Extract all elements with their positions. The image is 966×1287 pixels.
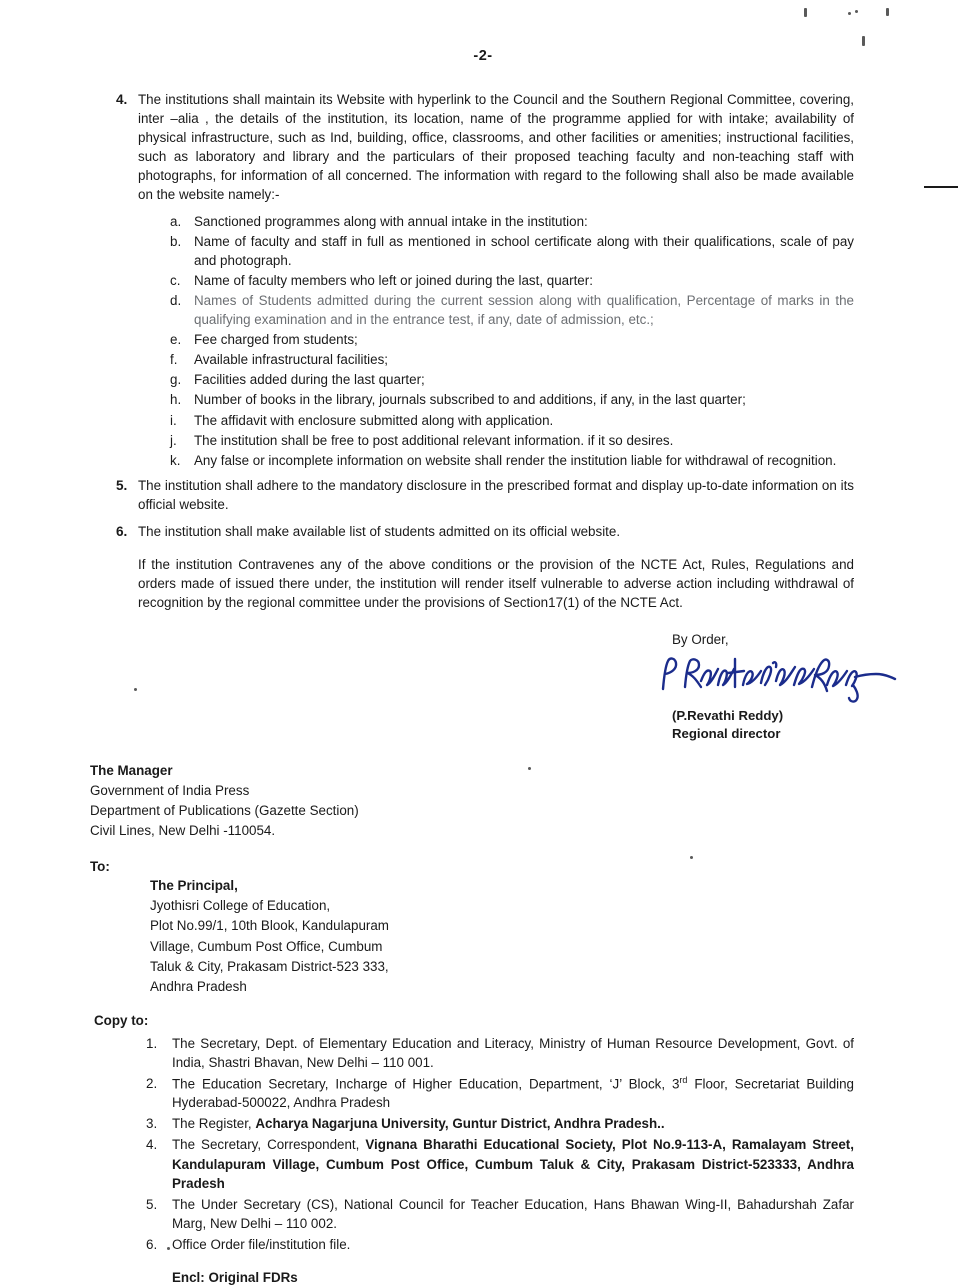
sub-item-c-letter: c. bbox=[170, 273, 181, 289]
manager-line-2: Department of Publications (Gazette Section) bbox=[90, 802, 359, 818]
sub-item-e bbox=[170, 330, 854, 349]
sub-item-list bbox=[170, 212, 854, 469]
sub-item-h-letter: h. bbox=[170, 392, 182, 408]
signatory-name: (P.Revathi Reddy) bbox=[672, 708, 784, 724]
clause-6 bbox=[112, 522, 854, 541]
copy-item-1 bbox=[146, 1034, 854, 1072]
clause-5-number: 5. bbox=[116, 477, 128, 493]
manager-line-1: Government of India Press bbox=[90, 782, 250, 798]
sub-item-b bbox=[170, 232, 854, 270]
sub-item-g bbox=[170, 370, 854, 389]
copy-item-6-number: 6. bbox=[146, 1236, 158, 1252]
copy-item-5-number: 5. bbox=[146, 1196, 158, 1212]
sub-item-i-letter: i. bbox=[170, 412, 177, 428]
scan-speck bbox=[886, 8, 889, 16]
sub-item-a-letter: a. bbox=[170, 214, 182, 230]
sub-item-g-text: Facilities added during the last quarter; bbox=[194, 372, 425, 388]
to-line-4: Taluk & City, Prakasam District-523 333, bbox=[150, 958, 389, 974]
scan-speck bbox=[862, 36, 865, 46]
copy-item-4 bbox=[146, 1135, 854, 1192]
to-line-3: Village, Cumbum Post Office, Cumbum bbox=[150, 938, 383, 954]
sub-item-f-letter: f. bbox=[170, 352, 178, 368]
copy-item-2-number: 2. bbox=[146, 1075, 158, 1091]
scan-speck bbox=[855, 10, 858, 13]
sub-item-k-text: Any false or incomplete information on website shall render the institution liable for withdrawal of recognition. bbox=[194, 452, 837, 468]
to-line-2: Plot No.99/1, 10th Blook, Kandulapuram bbox=[150, 918, 389, 934]
clause-6-number: 6. bbox=[116, 523, 128, 539]
to-line-5: Andhra Pradesh bbox=[150, 978, 247, 994]
scan-speck bbox=[848, 12, 851, 15]
clause-4 bbox=[112, 90, 854, 204]
page-number: -2- bbox=[473, 48, 493, 64]
copy-item-4-text: The Secretary, Correspondent, Vignana Bharathi Educational Society, Plot No.9-113-A, Ramalayam Street, Kandulapuram Village, Cumbum Post Office, Cumbum Taluk & City, Prakasam District-523333, Andhra Pradesh bbox=[172, 1137, 854, 1191]
copy-item-5 bbox=[146, 1195, 854, 1233]
scan-speck bbox=[804, 8, 807, 17]
copy-item-2 bbox=[146, 1074, 854, 1113]
signature-block bbox=[672, 707, 854, 743]
manager-line-3: Civil Lines, New Delhi -110054. bbox=[90, 823, 276, 839]
scan-speck bbox=[134, 688, 137, 691]
sub-item-j-letter: j. bbox=[170, 432, 177, 448]
sub-item-e-text: Fee charged from students; bbox=[194, 332, 358, 348]
copy-item-1-number: 1. bbox=[146, 1035, 158, 1051]
sub-item-a bbox=[170, 212, 854, 231]
sub-item-d-text: Names of Students admitted during the current session along with qualification, Percentage of marks in the qualifying examination and in the entrance test, if any, date of admission, etc.; bbox=[194, 293, 854, 328]
sub-item-j bbox=[170, 431, 854, 450]
sub-item-d-letter: d. bbox=[170, 293, 182, 309]
sub-item-b-text: Name of faculty and staff in full as mentioned in school certificate along with their qualifications, scale of pay and photograph. bbox=[194, 234, 854, 269]
sub-item-f bbox=[170, 350, 854, 369]
sub-item-c-text: Name of faculty members who left or joined during the last, quarter: bbox=[194, 273, 593, 289]
to-line-1: Jyothisri College of Education, bbox=[150, 898, 331, 914]
clause-6-text: The institution shall make available list of students admitted on its official website. bbox=[138, 523, 621, 539]
sub-item-g-letter: g. bbox=[170, 372, 182, 388]
copy-item-4-number: 4. bbox=[146, 1137, 158, 1153]
sub-item-j-text: The institution shall be free to post additional relevant information. if it so desires. bbox=[194, 432, 674, 448]
scan-speck bbox=[167, 1247, 170, 1250]
sub-item-i bbox=[170, 411, 854, 430]
copy-item-3-text: The Register, Acharya Nagarjuna University, Guntur District, Andhra Pradesh.. bbox=[172, 1116, 665, 1132]
clause-5 bbox=[112, 476, 854, 514]
sub-item-e-letter: e. bbox=[170, 332, 182, 348]
sub-item-b-letter: b. bbox=[170, 234, 182, 250]
signature-area bbox=[657, 649, 854, 707]
sub-item-c bbox=[170, 271, 854, 290]
copy-item-3 bbox=[146, 1114, 854, 1133]
to-address-block bbox=[150, 876, 854, 997]
clause-4-text: The institutions shall maintain its Website with hyperlink to the Council and the Southern Regional Committee, covering, inter –alia , the details of the institution, its location, name of the programme applied for with intake; availability of physical infrastructure, such as Ind, building, office, classrooms, and other facilities or amenities; instructional facilities, such as laboratory and library and the particulars of their proposed teaching faculty and non-teaching staff with photographs, for information of all concerned. The information with regard to the following shall also be made available on the website namely:- bbox=[138, 92, 854, 203]
sub-item-h bbox=[170, 390, 854, 409]
document-body bbox=[90, 64, 855, 1287]
copy-to-label: Copy to: bbox=[94, 1012, 149, 1028]
handwritten-signature-icon bbox=[657, 651, 917, 707]
closing-paragraph: If the institution Contravenes any of the above conditions or the provision of the NCTE Act, Rules, Regulations and orders made of issued there under, the institution will render itself vulnerable to adverse action including withdrawal of recognition by the regional committee under the provisions of Section17(1) of the NCTE Act. bbox=[138, 556, 854, 611]
sub-item-h-text: Number of books in the library, journals subscribed to and additions, if any, in the last quarter; bbox=[194, 392, 746, 408]
copy-item-2-text: The Education Secretary, Incharge of Higher Education, Department, ‘J’ Block, 3rd Floor, Secretariat Building Hyderabad-500022, Andhra Pradesh bbox=[172, 1074, 855, 1111]
to-label: To: bbox=[90, 859, 110, 875]
copy-item-3-number: 3. bbox=[146, 1116, 158, 1132]
copy-item-6 bbox=[146, 1235, 854, 1254]
by-order-label: By Order, bbox=[672, 632, 729, 648]
copy-item-1-text: The Secretary, Dept. of Elementary Education and Literacy, Ministry of Human Resource Development, Govt. of India, Shastri Bhavan, New Delhi – 110 001. bbox=[172, 1035, 854, 1070]
signatory-designation: Regional director bbox=[672, 725, 781, 741]
scan-speck bbox=[528, 767, 531, 770]
copy-to-list bbox=[146, 1034, 854, 1254]
sub-item-k-letter: k. bbox=[170, 452, 181, 468]
to-title: The Principal, bbox=[150, 878, 238, 894]
sub-item-a-text: Sanctioned programmes along with annual intake in the institution: bbox=[194, 214, 588, 230]
sub-item-f-text: Available infrastructural facilities; bbox=[194, 352, 389, 368]
sub-item-i-text: The affidavit with enclosure submitted along with application. bbox=[194, 412, 554, 428]
scan-speck bbox=[690, 856, 693, 859]
copy-item-5-text: The Under Secretary (CS), National Council for Teacher Education, Hans Bhawan Wing-II, Bahadurshah Zafar Marg, New Delhi – 110 002. bbox=[172, 1196, 854, 1231]
sub-item-d bbox=[170, 291, 854, 329]
manager-address-block bbox=[90, 761, 854, 841]
clause-4-number: 4. bbox=[116, 92, 128, 107]
copy-item-6-text: Office Order file/institution file. bbox=[172, 1236, 351, 1252]
clause-5-text: The institution shall adhere to the mandatory disclosure in the prescribed format and display up-to-date information on its official website. bbox=[138, 477, 854, 512]
sub-item-k bbox=[170, 451, 854, 470]
margin-dash-mark bbox=[924, 186, 958, 188]
manager-title: The Manager bbox=[90, 762, 173, 778]
enclosure-note: Encl: Original FDRs bbox=[172, 1269, 298, 1285]
